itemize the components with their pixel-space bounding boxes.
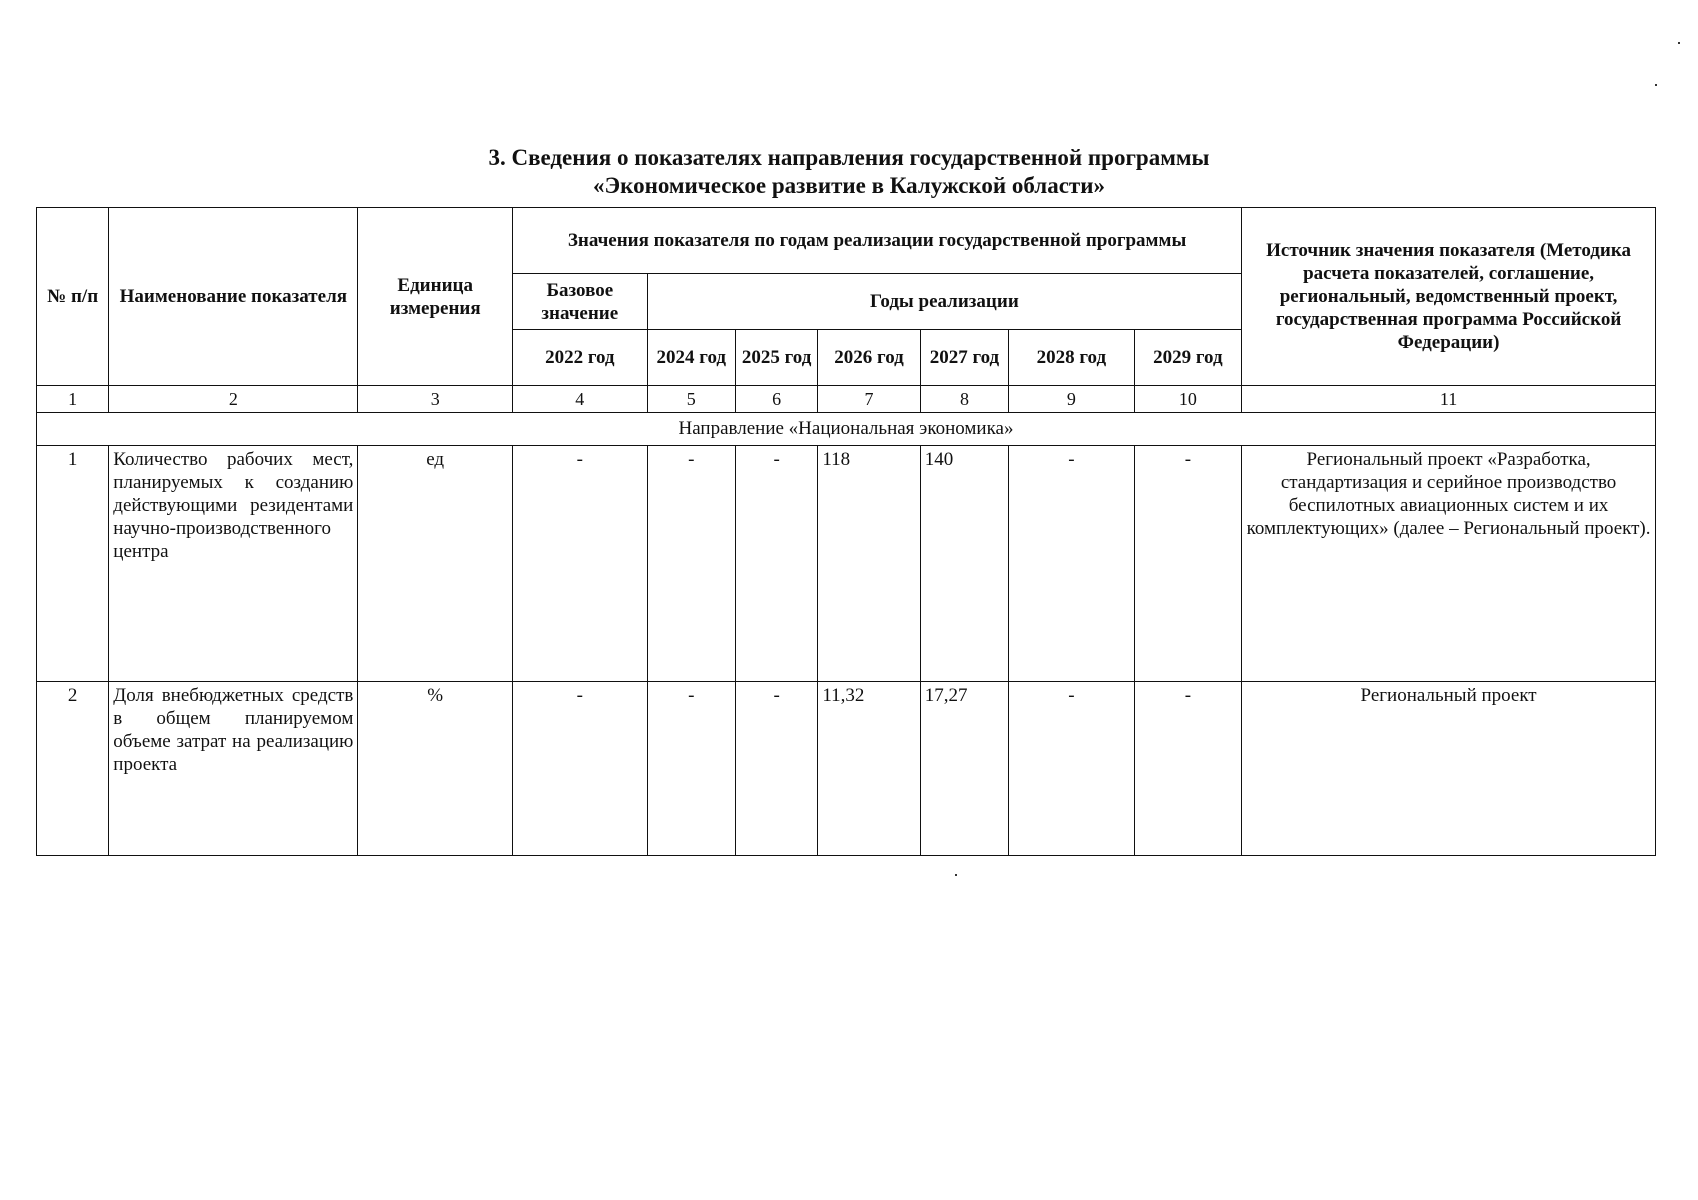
header-num: № п/п [37,208,109,386]
column-number: 3 [358,386,513,413]
title-line-1: 3. Сведения о показателях направления государственной программы [488,145,1210,170]
table-row [37,682,1656,856]
header-year-2025: 2025 год [735,330,817,386]
column-number: 1 [37,386,109,413]
scan-speck [955,874,957,876]
header-years-group: Годы реализации [647,274,1242,330]
column-number: 8 [920,386,1008,413]
direction-label: Направление «Национальная экономика» [37,413,1656,446]
row-value-2028: - [1009,682,1135,856]
row-value-2026: 11,32 [818,682,920,856]
indicators-table [36,207,1656,856]
row-value-2029: - [1134,682,1241,856]
row-unit: % [358,682,513,856]
column-number: 5 [647,386,735,413]
direction-row [37,413,1656,446]
header-year-2029: 2029 год [1134,330,1241,386]
column-numbers-row [37,386,1656,413]
row-value-2025: - [735,446,817,682]
header-source: Источник значения показателя (Методика расчета показателей, соглашение, региональный, ведомственный проект, государственная программа Российской Федерации) [1242,208,1656,386]
row-value-2027: 140 [920,446,1008,682]
row-value-2025: - [735,682,817,856]
row-value-2022: - [513,682,648,856]
row-value-2022: - [513,446,648,682]
header-year-2022: 2022 год [513,330,648,386]
row-source: Региональный проект [1242,682,1656,856]
title-line-2: «Экономическое развитие в Калужской области» [593,173,1105,198]
column-number: 2 [109,386,358,413]
column-number: 4 [513,386,648,413]
column-number: 6 [735,386,817,413]
row-source: Региональный проект «Разработка, стандартизация и серийное производство беспилотных авиационных систем и их комплектующих» (далее – Региональный проект). [1242,446,1656,682]
scan-speck [1655,84,1657,86]
header-name: Наименование показателя [109,208,358,386]
header-unit: Единица измерения [358,208,513,386]
row-name: Количество рабочих мест, планируемых к созданию действующими резидентами научно-производственного центра [109,446,358,682]
document-title [0,144,1698,200]
header-year-2027: 2027 год [920,330,1008,386]
header-base: Базовое значение [513,274,648,330]
scan-speck [1678,42,1680,44]
column-number: 10 [1134,386,1241,413]
row-value-2027: 17,27 [920,682,1008,856]
row-name: Доля внебюджетных средств в общем планируемом объеме затрат на реализацию проекта [109,682,358,856]
table-row [37,446,1656,682]
row-value-2024: - [647,446,735,682]
row-value-2029: - [1134,446,1241,682]
header-values-group: Значения показателя по годам реализации государственной программы [513,208,1242,274]
row-unit: ед [358,446,513,682]
header-year-2024: 2024 год [647,330,735,386]
column-number: 11 [1242,386,1656,413]
row-num: 1 [37,446,109,682]
header-year-2026: 2026 год [818,330,920,386]
row-num: 2 [37,682,109,856]
row-value-2026: 118 [818,446,920,682]
header-year-2028: 2028 год [1009,330,1135,386]
column-number: 7 [818,386,920,413]
row-value-2028: - [1009,446,1135,682]
column-number: 9 [1009,386,1135,413]
row-value-2024: - [647,682,735,856]
